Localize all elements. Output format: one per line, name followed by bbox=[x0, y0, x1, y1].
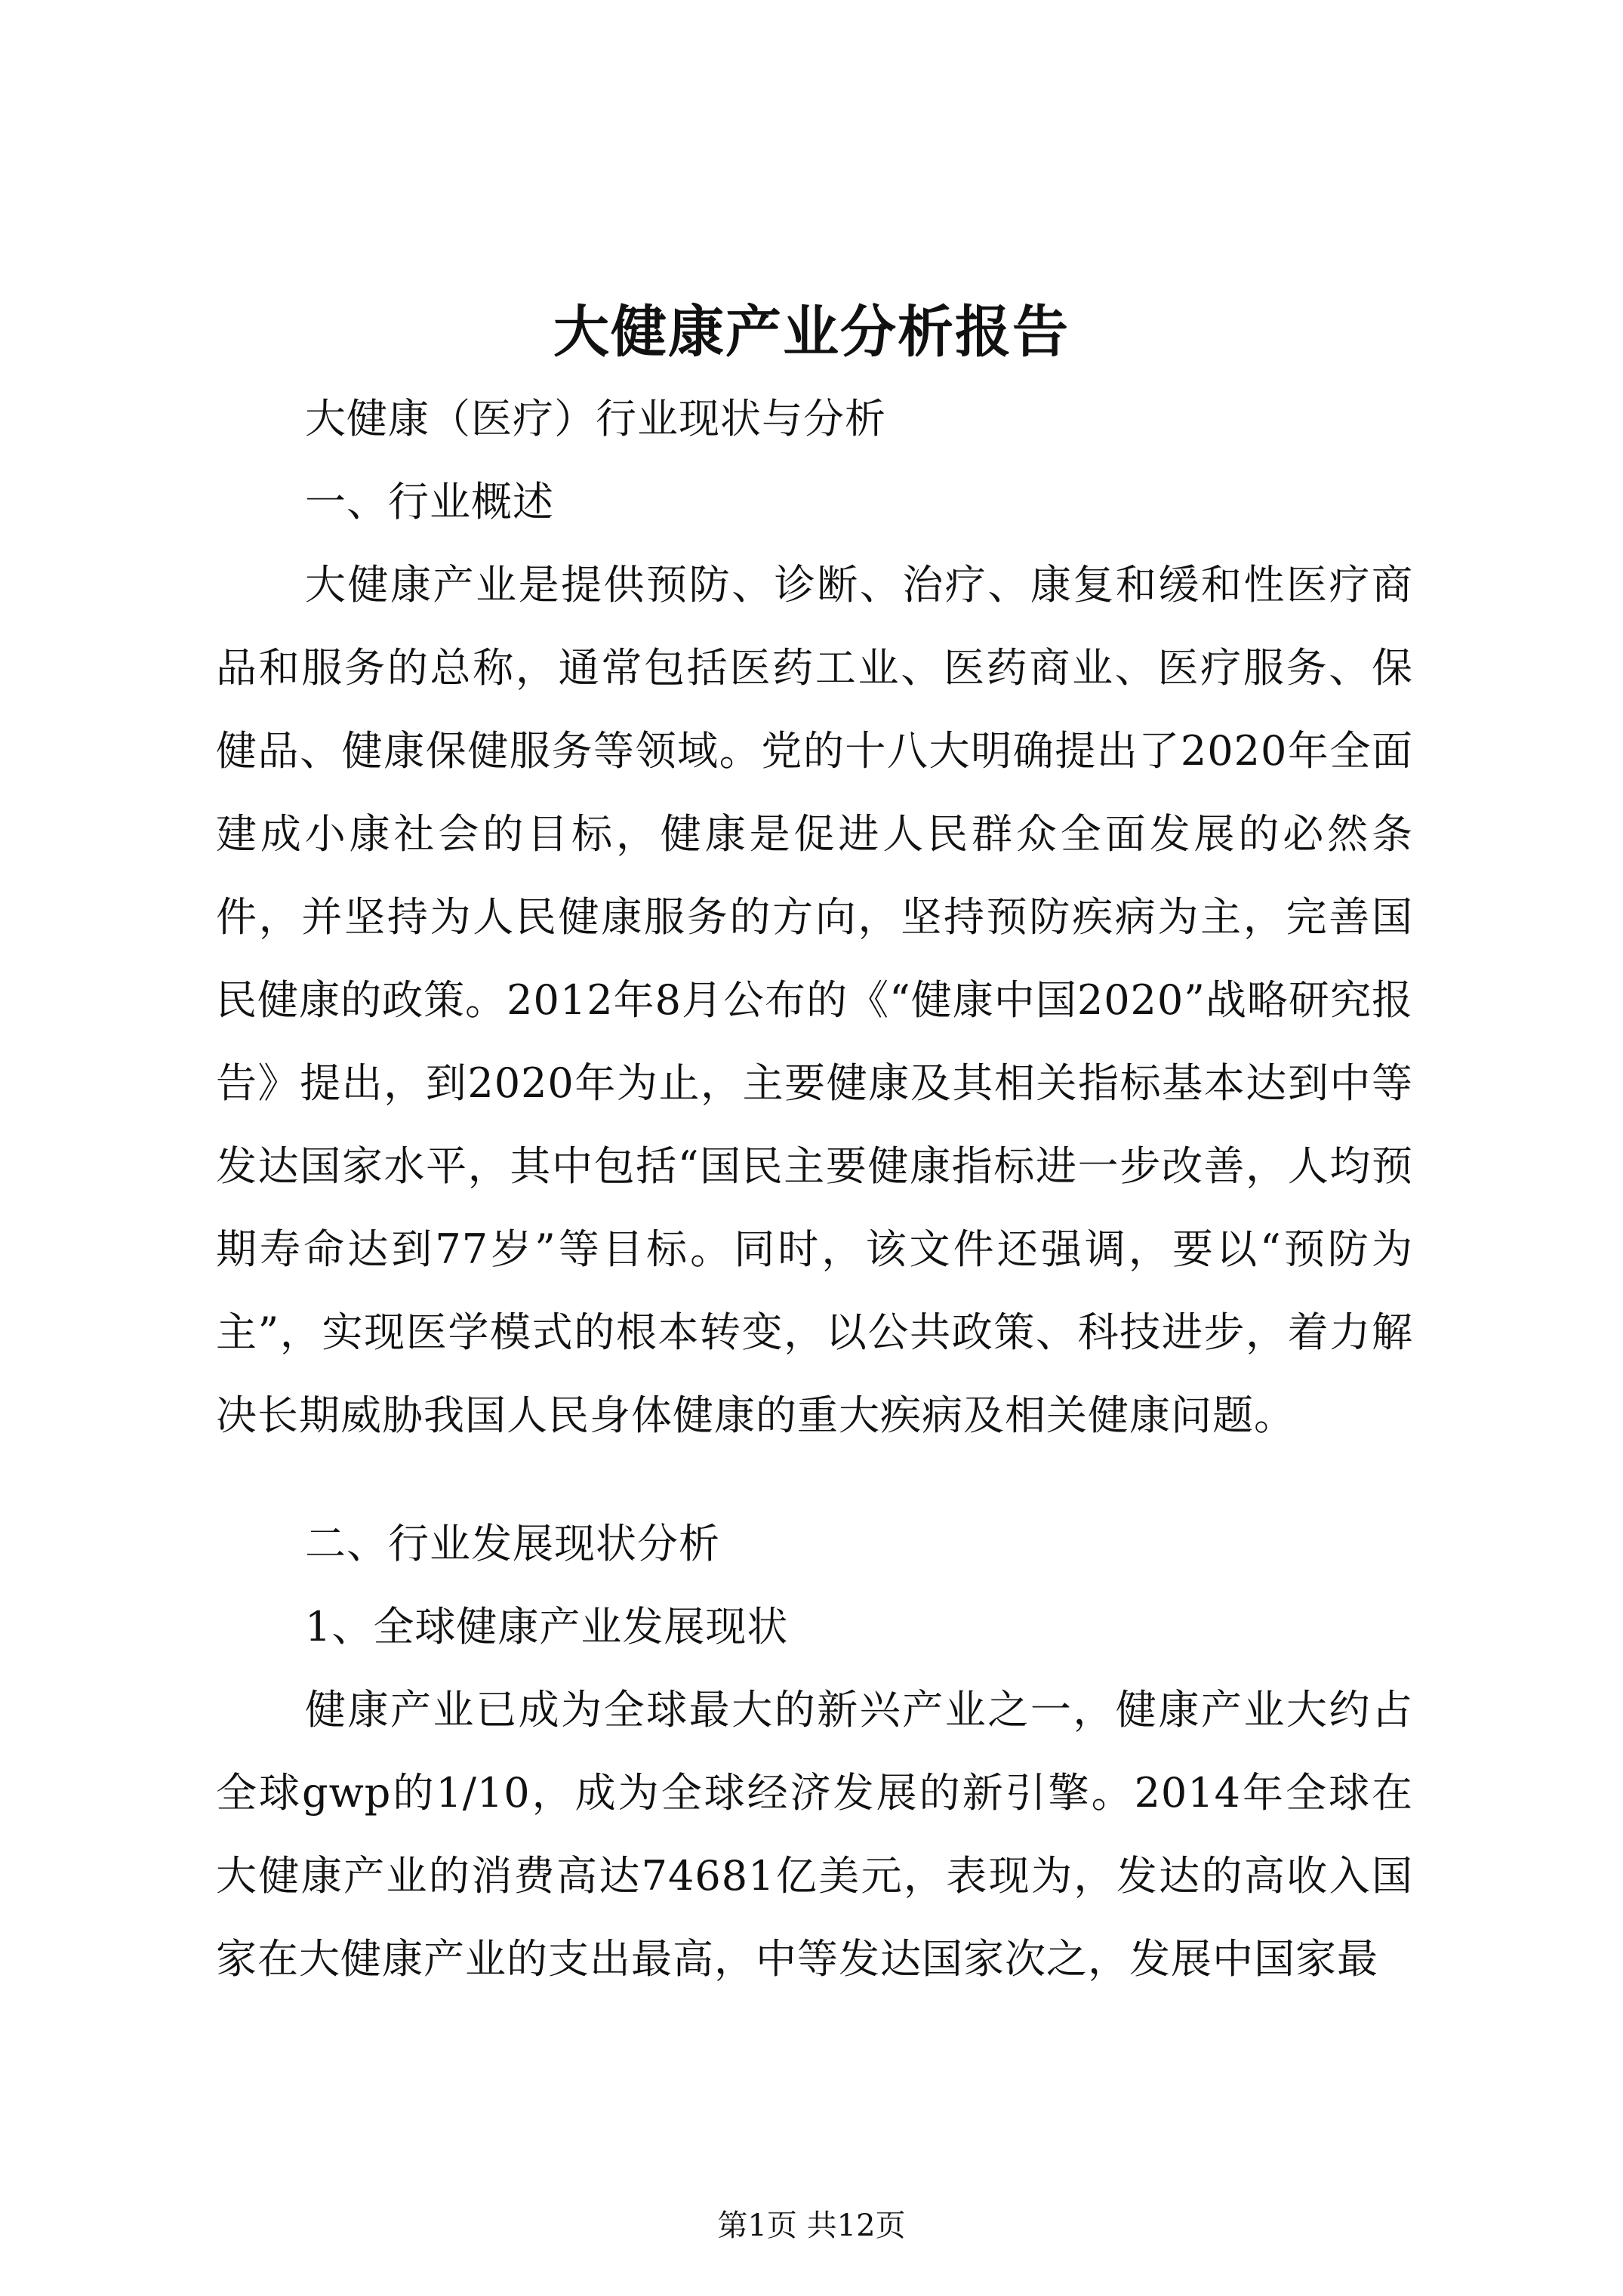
global-status-paragraph: 健康产业已成为全球最大的新兴产业之一，健康产业大约占全球gwp的1/10，成为全球经济发展的新引擎。2014年全球在大健康产业的消费高达74681亿美元，表现为，发达的高收入国家在大健康产业的支出最高，中等发达国家次之，发展中国家最 bbox=[216, 1686, 1413, 1983]
section-heading-status: 二、行业发展现状分析 bbox=[305, 1520, 720, 1567]
subsection-heading-global: 1、全球健康产业发展现状 bbox=[305, 1603, 789, 1650]
section-heading-overview: 一、行业概述 bbox=[305, 478, 554, 525]
page-number-footer: 第1页 共12页 bbox=[717, 2208, 906, 2243]
document-subtitle: 大健康（医疗）行业现状与分析 bbox=[305, 395, 886, 442]
document-title: 大健康产业分析报告 bbox=[553, 300, 1070, 365]
overview-paragraph: 大健康产业是提供预防、诊断、治疗、康复和缓和性医疗商品和服务的总称，通常包括医药工业、医药商业、医疗服务、保健品、健康保健服务等领域。党的十八大明确提出了2020年全面建成小康社会的目标，健康是促进人民群众全面发展的必然条件，并坚持为人民健康服务的方向，坚持预防疾病为主，完善国民健康的政策。2012年8月公布的《“健康中国2020”战略研究报告》提出，到2020年为止，主要健康及其相关指标基本达到中等发达国家水平，其中包括“国民主要健康指标进一步改善，人均预期寿命达到77岁”等目标。同时，该文件还强调，要以“预防为主”，实现医学模式的根本转变，以公共政策、科技进步，着力解决长期威胁我国人民身体健康的重大疾病及相关健康问题。 bbox=[216, 561, 1413, 1439]
